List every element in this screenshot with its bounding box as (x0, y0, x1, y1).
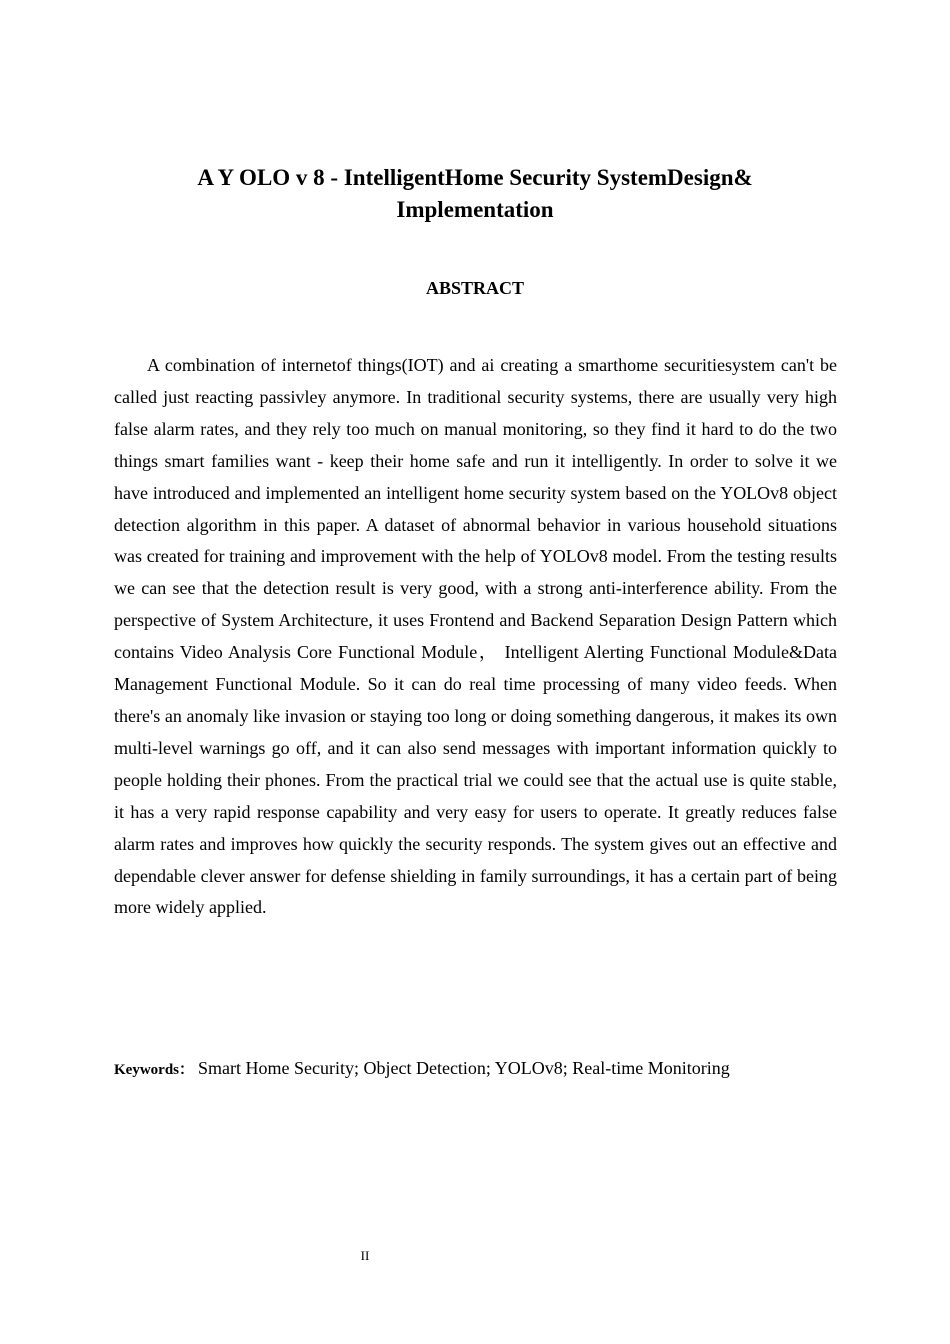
paper-title (100, 162, 850, 226)
abstract-heading: ABSTRACT (425, 278, 525, 298)
page-number: II (360, 1248, 370, 1263)
keywords-label: Keywords (114, 1062, 179, 1078)
title-line-2: Implementation (396, 197, 554, 222)
title-line-1: A Y OLO v 8 - IntelligentHome Security SystemDesign& (197, 165, 753, 190)
abstract-body: A combination of internetof things(IOT) and ai creating a smarthome securitiesystem can't be called just reacting passivley anymore. In traditional security systems, there are usually very high false alarm rates, and they rely too much on manual monitoring, so they find it hard to do the two things smart families want - keep their home safe and run it intelligently. In order to solve it we have introduced and implemented an intelligent home security system based on the YOLOv8 object detection algorithm in this paper. A dataset of abnormal behavior in various household situations was created for training and improvement with the help of YOLOv8 model. From the testing results we can see that the detection result is very good, with a strong anti-interference ability. From the perspective of System Architecture, it uses Frontend and Backend Separation Design Pattern which contains Video Analysis Core Functional Module， Intelligent Alerting Functional Module&Data Management Functional Module. So it can do real time processing of many video feeds. When there's an anomaly like invasion or staying too long or doing something dangerous, it makes its own multi-level warnings go off, and it can also send messages with important information quickly to people holding their phones. From the practical trial we could see that the actual use is quite stable, it has a very rapid response capability and very easy for users to operate. It greatly reduces false alarm rates and improves how quickly the security responds. The system gives out an effective and dependable clever answer for defense shielding in family surroundings, it has a certain part of being more widely applied. (114, 355, 837, 918)
keywords-text: Smart Home Security; Object Detection; YOLOv8; Real-time Monitoring (198, 1058, 730, 1078)
keywords-separator: ： (179, 1062, 195, 1078)
keywords-line (114, 1054, 837, 1084)
